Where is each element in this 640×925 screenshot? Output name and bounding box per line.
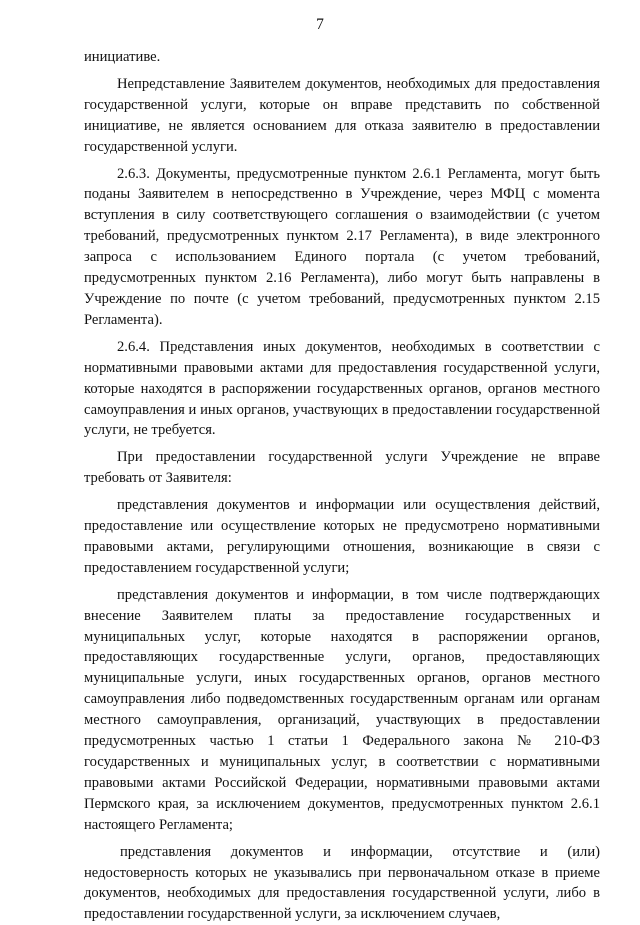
paragraph-2-6-3: 2.6.3. Документы, предусмотренные пунктом 2.6.1 Регламента, могут быть поданы Заявителем в непосредственно в Учреждение, через МФЦ с момента вступления в силу соответствующего соглашения о взаимодействии (с учетом требований, предусмотренных пунктом 2.17 Регламента), в виде электронного запроса с использованием Единого портала (с учетом требований, предусмотренных пунктом 2.16 Регламента), либо могут быть направлены в Учреждение по почте (с учетом требований, предусмотренных пунктом 2.15 Регламента). bbox=[84, 165, 600, 328]
paragraph-list-item-3: представления документов и информации, отсутствие и (или) недостоверность которых не указывались при первоначальном отказе в приеме документов, необходимых для предоставления государственной услуги, либо в предоставлении государственной услуги, за исключением случаев, bbox=[84, 843, 600, 923]
page-number: 7 bbox=[316, 16, 324, 33]
paragraph-not-entitled: При предоставлении государственной услуги Учреждение не вправе требовать от Заявителя: bbox=[84, 449, 600, 487]
paragraph-list-item-2: представления документов и информации, в том числе подтверждающих внесение Заявителем платы за предоставление государственных и муниципальных услуг, которые находятся в распоряжении органов, предоставляющих государственные услуги, органов, предоставляющих муниципальные услуги, иных государственных органов, органов местного самоуправления либо подведомственных государственным органам или органам местного самоуправления, организаций, участвующих в предоставлении предусмотренных частью 1 статьи 1 Федерального закона № 210-ФЗ государственных и муниципальных услуг, в соответствии с нормативными правовыми актами Российской Федерации, нормативными правовыми актами Пермского края, за исключением документов, предусмотренных пунктом 2.6.1 настоящего Регламента; bbox=[84, 586, 600, 833]
paragraph-list-item-1: представления документов и информации или осуществления действий, предоставление или осуществление которых не предусмотрено нормативными правовыми актами, регулирующими отношения, возникающие в связи с предоставлением государственной услуги; bbox=[84, 497, 600, 576]
paragraph-continuation: инициативе. bbox=[84, 49, 161, 65]
paragraph-non-submission: Непредставление Заявителем документов, необходимых для предоставления государственной услуги, которые он вправе представить по собственной инициативе, не является основанием для отказа заявителю в предоставлении государственной услуги. bbox=[84, 75, 600, 155]
body-text bbox=[84, 47, 600, 925]
paragraph-2-6-4: 2.6.4. Представления иных документов, необходимых в соответствии с нормативными правовыми актами для предоставления государственной услуги, которые находятся в распоряжении государственных органов, органов местного самоуправления и иных органов, участвующих в предоставлении государственной услуги, не требуется. bbox=[84, 338, 600, 439]
